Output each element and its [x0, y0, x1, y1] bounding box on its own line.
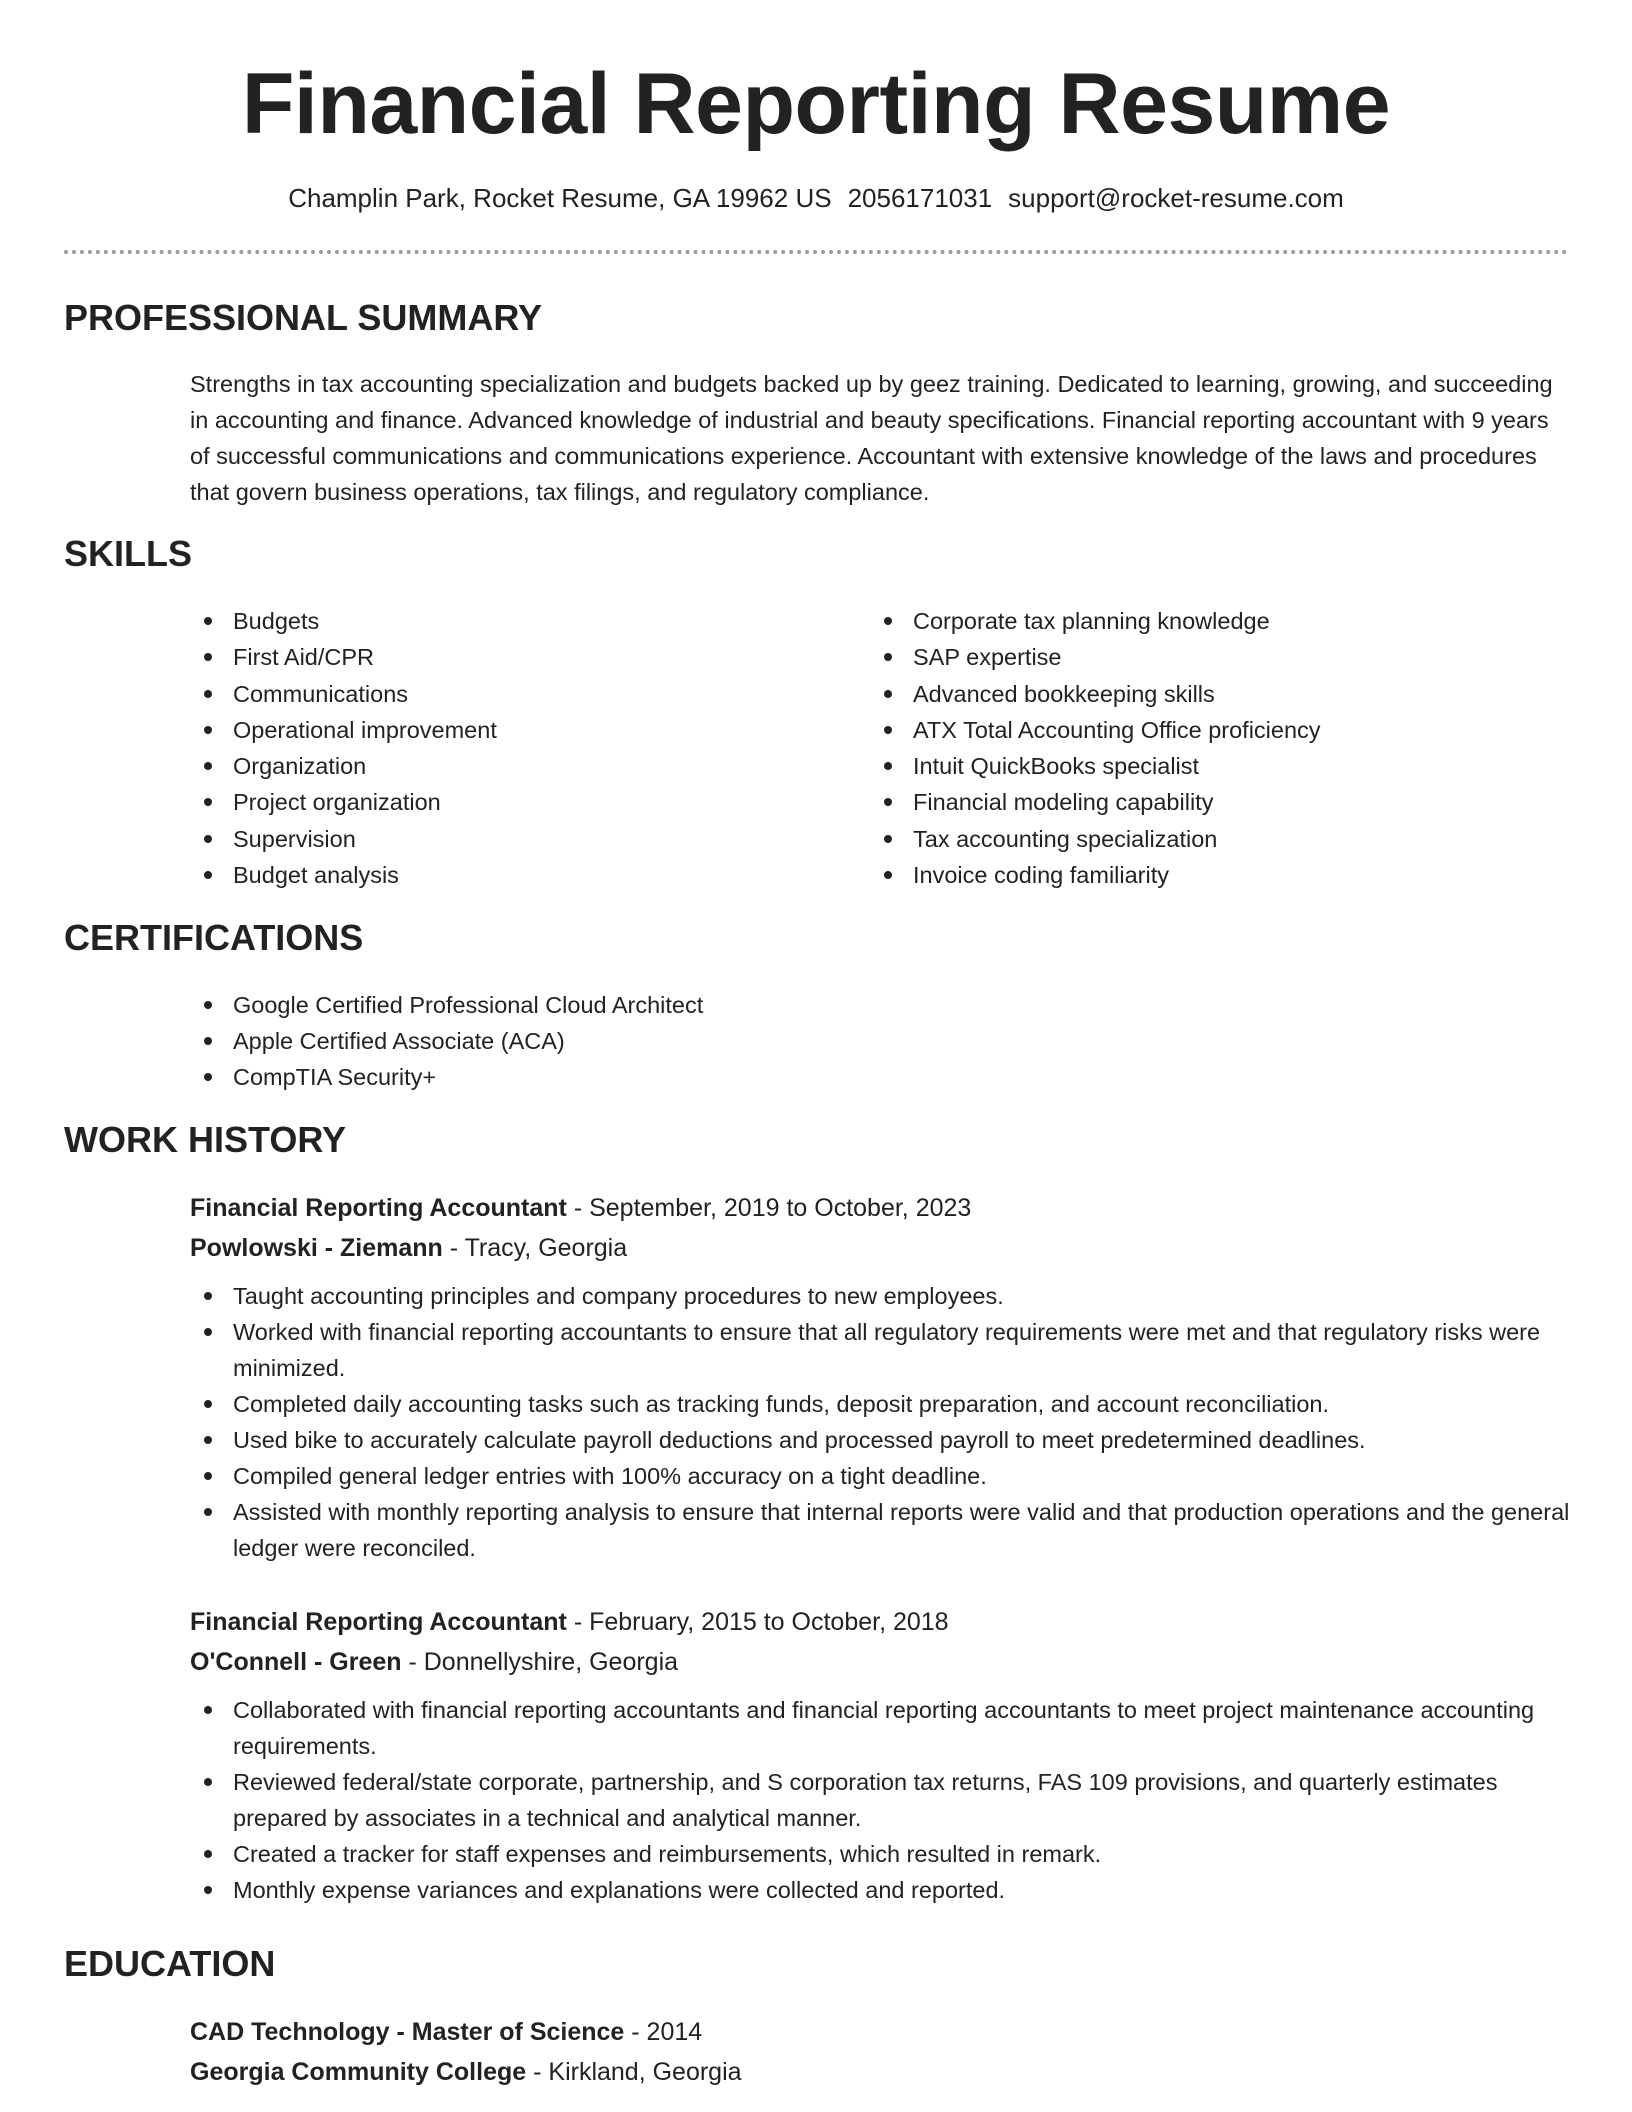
summary-heading: PROFESSIONAL SUMMARY: [64, 297, 543, 338]
contact-line: [0, 180, 1632, 216]
skill-item: Invoice coding familiarity: [870, 857, 1530, 893]
skill-item: Operational improvement: [190, 712, 850, 748]
job-duty: Created a tracker for staff expenses and reimbursements, which resulted in remark.: [190, 1836, 1570, 1872]
header-divider: [64, 250, 1568, 254]
job-duty: Taught accounting principles and company procedures to new employees.: [190, 1278, 1570, 1314]
certifications-list: [190, 987, 1090, 1095]
job-duty: Used bike to accurately calculate payroll deductions and processed payroll to meet predetermined deadlines.: [190, 1422, 1570, 1458]
education-year: - 2014: [624, 2018, 703, 2046]
skill-item: Supervision: [190, 821, 850, 857]
skills-list-left: [190, 603, 850, 893]
skill-item: First Aid/CPR: [190, 639, 850, 675]
skills-list-right: [870, 603, 1530, 893]
job-dates: - February, 2015 to October, 2018: [566, 1608, 949, 1636]
job-duties-list: [190, 1692, 1570, 1908]
skill-item: Corporate tax planning knowledge: [870, 603, 1530, 639]
education-school: Georgia Community College: [190, 2058, 527, 2086]
certification-item: Apple Certified Associate (ACA): [190, 1023, 1090, 1059]
job-company: Powlowski - Ziemann: [190, 1234, 443, 1262]
job-duty: Monthly expense variances and explanations were collected and reported.: [190, 1872, 1570, 1908]
job-duty: Reviewed federal/state corporate, partnership, and S corporation tax returns, FAS 109 provisions, and quarterly estimates prepared by associates in a technical and analytical manner.: [190, 1764, 1570, 1836]
skill-item: ATX Total Accounting Office proficiency: [870, 712, 1530, 748]
job-location: - Tracy, Georgia: [442, 1234, 628, 1262]
education-heading: EDUCATION: [64, 1943, 276, 1984]
skill-item: Tax accounting specialization: [870, 821, 1530, 857]
skill-item: Budgets: [190, 603, 850, 639]
job-role: Financial Reporting Accountant: [190, 1608, 567, 1636]
job-title-line: [190, 1602, 1570, 1642]
job-title-line: [190, 1188, 1570, 1228]
certification-item: CompTIA Security+: [190, 1059, 1090, 1095]
education-degree-line: [190, 2012, 1570, 2052]
skill-item: Financial modeling capability: [870, 784, 1530, 820]
job-duty: Assisted with monthly reporting analysis to ensure that internal reports were valid and that production operations and the general ledger were reconciled.: [190, 1494, 1570, 1566]
skills-heading: SKILLS: [64, 533, 193, 574]
skill-item: Advanced bookkeeping skills: [870, 676, 1530, 712]
job-entry: [190, 1188, 1570, 1566]
certification-item: Google Certified Professional Cloud Architect: [190, 987, 1090, 1023]
job-role: Financial Reporting Accountant: [190, 1194, 567, 1222]
job-duty: Collaborated with financial reporting accountants and financial reporting accountants to meet project maintenance accounting requirements.: [190, 1692, 1570, 1764]
education-location: - Kirkland, Georgia: [526, 2058, 742, 2086]
job-duty: Compiled general ledger entries with 100% accuracy on a tight deadline.: [190, 1458, 1570, 1494]
contact-phone: 2056171031: [847, 183, 993, 213]
job-location: - Donnellyshire, Georgia: [401, 1648, 679, 1676]
education-degree: CAD Technology - Master of Science: [190, 2018, 625, 2046]
work-history-heading: WORK HISTORY: [64, 1119, 347, 1160]
job-duties-list: [190, 1278, 1570, 1566]
job-company-line: [190, 1228, 1570, 1268]
job-company-line: [190, 1642, 1570, 1682]
resume-title: Financial Reporting Resume: [241, 56, 1391, 152]
contact-address: Champlin Park, Rocket Resume, GA 19962 US: [288, 183, 832, 213]
skill-item: Project organization: [190, 784, 850, 820]
job-duty: Completed daily accounting tasks such as tracking funds, deposit preparation, and account reconciliation.: [190, 1386, 1570, 1422]
contact-email: support@rocket-resume.com: [1008, 183, 1344, 213]
skill-item: Budget analysis: [190, 857, 850, 893]
summary-text: Strengths in tax accounting specialization and budgets backed up by geez training. Dedicated to learning, growing, and succeeding in accounting and finance. Advanced knowledge of industrial and beauty specifications. Financial reporting accountant with 9 years of successful communications and communications experience. Accountant with extensive knowledge of the laws and procedures that govern business operations, tax filings, and regulatory compliance.: [190, 371, 1553, 505]
skill-item: SAP expertise: [870, 639, 1530, 675]
job-entry: [190, 1602, 1570, 1908]
job-duty: Worked with financial reporting accountants to ensure that all regulatory requirements were met and that regulatory risks were minimized.: [190, 1314, 1570, 1386]
job-dates: - September, 2019 to October, 2023: [566, 1194, 972, 1222]
skill-item: Intuit QuickBooks specialist: [870, 748, 1530, 784]
skill-item: Organization: [190, 748, 850, 784]
certifications-heading: CERTIFICATIONS: [64, 917, 364, 958]
education-entry: [190, 2012, 1570, 2092]
skill-item: Communications: [190, 676, 850, 712]
education-school-line: [190, 2052, 1570, 2092]
job-company: O'Connell - Green: [190, 1648, 402, 1676]
